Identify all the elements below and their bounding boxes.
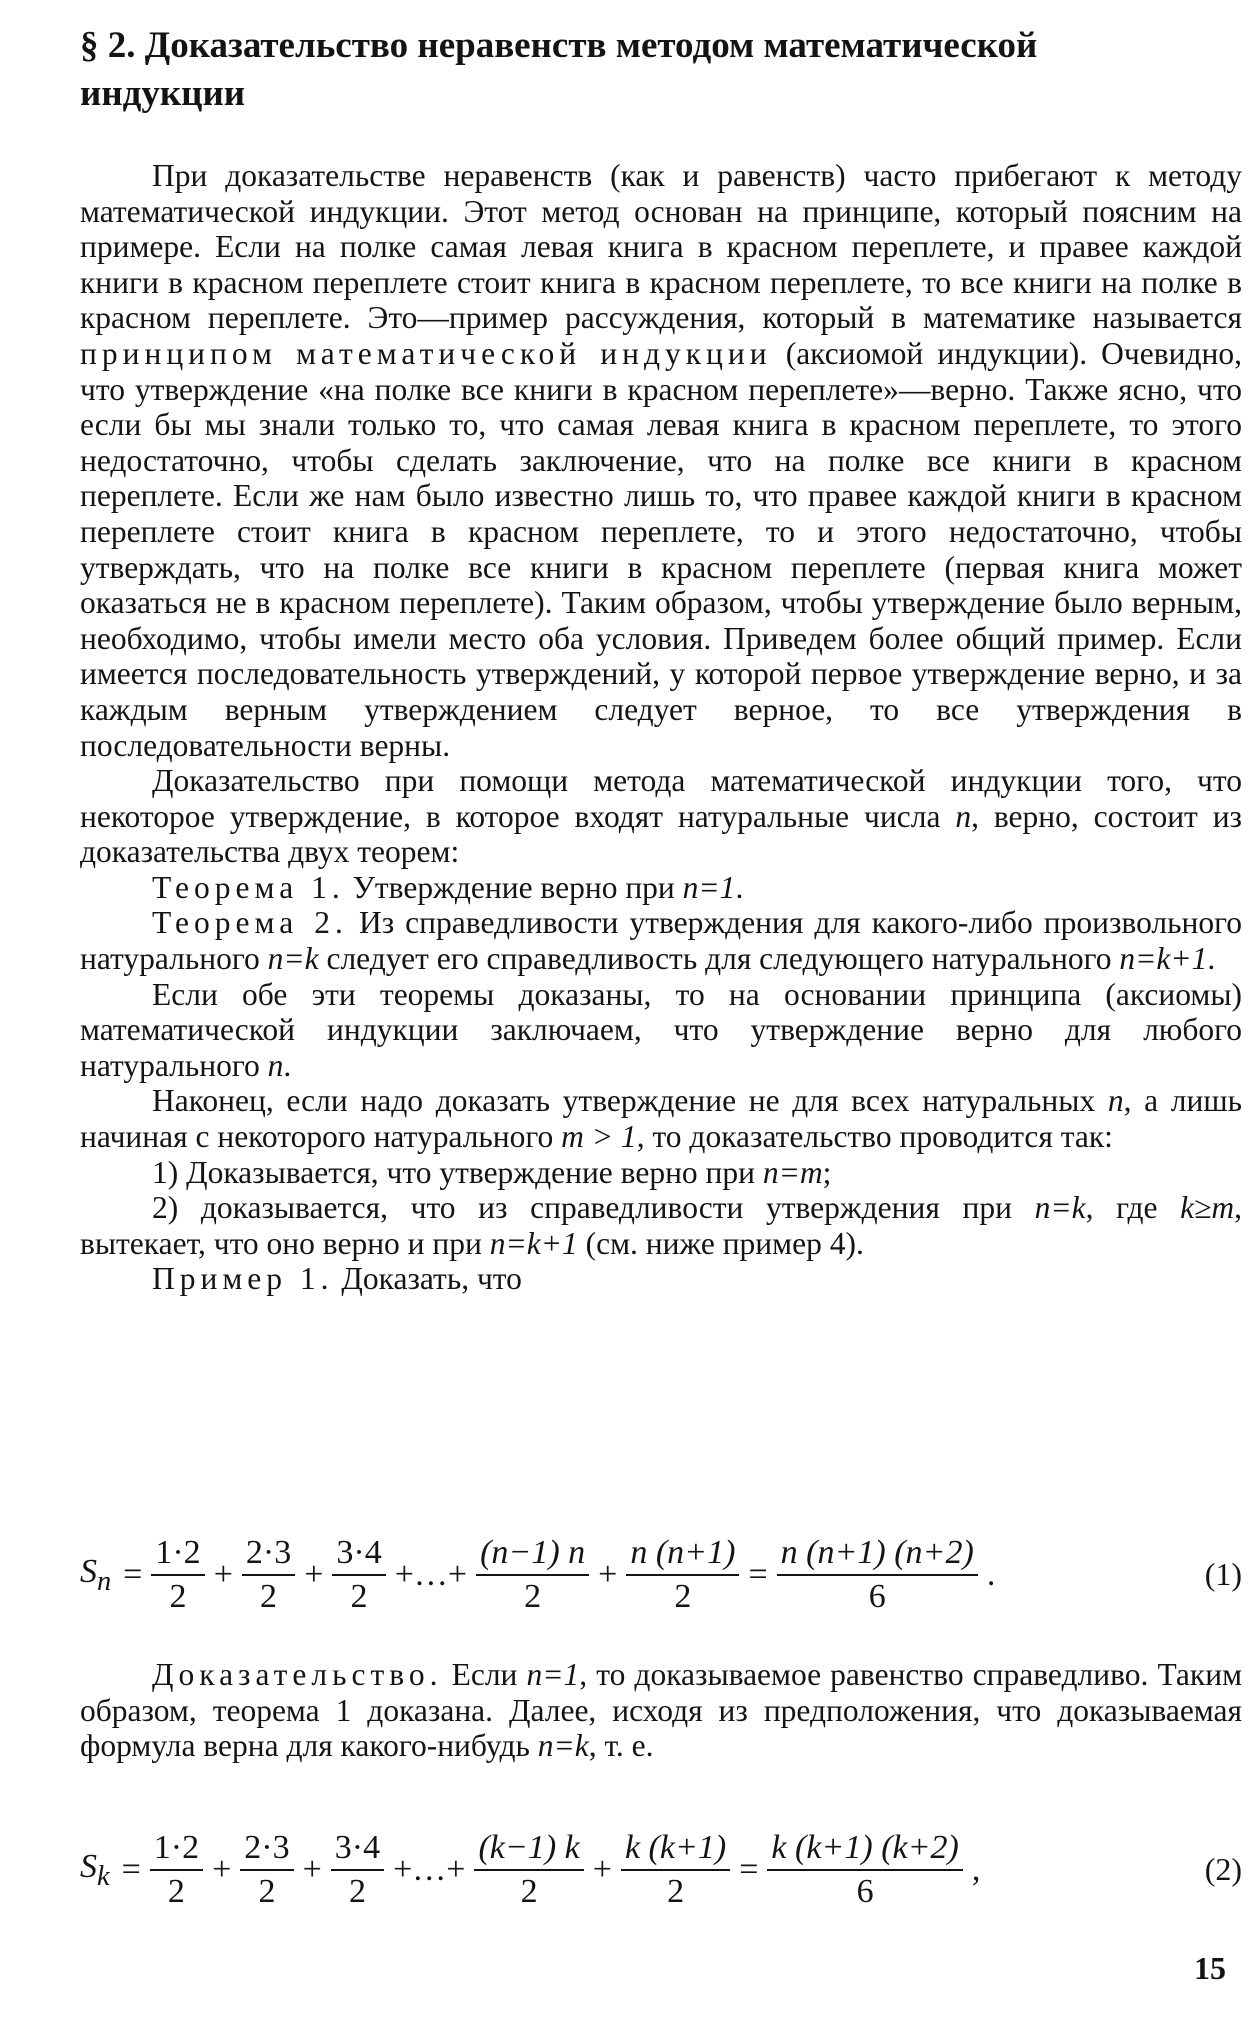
section-title: Доказательство неравенств методом математической индукции bbox=[80, 25, 1038, 114]
equation-number: (2) bbox=[1204, 1851, 1242, 1887]
formula-1: $S_n$ = $\frac{1\cdot 2}{2}$ + $\frac{2\cdot 3}{2}$ + $\frac{3\cdot 4}{2}$ +…+ $\frac{(n-1) n}{2}$ + $\frac{n (n+1)}{2}$ = $\frac{n (n+1) (n+2)}{6}$ . (1) bbox=[80, 1534, 1242, 1615]
proof-paragraph: Доказательство. Если n=1, то доказываемое равенство справедливо. Таким образом, теорема 1 доказана. Далее, исходя из предположения, что доказываемая формула верна для какого-нибудь n=k, т. е. bbox=[80, 1657, 1243, 1764]
step-2: 2) доказывается, что из справедливости утверждения при n=k, где k≥m, вытекает, что оно верно и при n=k+1 (см. ниже пример 4). bbox=[80, 1190, 1242, 1261]
section-heading bbox=[80, 22, 1140, 118]
body-text bbox=[80, 158, 1242, 1297]
proof-text bbox=[80, 1657, 1242, 1764]
paragraph-start-from-m: Наконец, если надо доказать утверждение не для всех натуральных n, а лишь начиная с некоторого натурального m > 1, то доказательство проводится так: bbox=[80, 1083, 1242, 1155]
paragraph-conclusion: Если обе эти теоремы доказаны, то на основании принципа (аксиомы) математической индукции заключаем, что утверждение верно для любого натурального n. bbox=[80, 976, 1242, 1083]
spaced-term: принципом математической индукции bbox=[80, 335, 772, 371]
example-1: Пример 1. Доказать, что bbox=[152, 1261, 522, 1297]
formula-2: $S_k$ = $\frac{1\cdot 2}{2}$ + $\frac{2\cdot 3}{2}$ + $\frac{3\cdot 4}{2}$ +…+ $\frac{(k-1) k}{2}$ + $\frac{k (k+1)}{2}$ = $\frac{k (k+1) (k+2)}{6}$ , (2) bbox=[80, 1829, 1242, 1910]
step-1: 1) Доказывается, что утверждение верно при n=m; bbox=[152, 1154, 832, 1190]
section-number: § 2. bbox=[80, 25, 136, 66]
theorem-1: Теорема 1. Утверждение верно при n=1. bbox=[152, 869, 744, 905]
page-number: 15 bbox=[1194, 1950, 1226, 1986]
theorem-2: Теорема 2. Из справедливости утверждения для какого-либо произвольного натурального n=k следует его справедливость для следующего натурального n=k+1. bbox=[80, 905, 1242, 977]
paragraph-induction-intro: При доказательстве неравенств (как и равенств) часто прибегают к методу математической индукции. Этот метод основан на принципе, который поясним на примере. Если на полке самая левая книга в красном переплете, и правее каждой книги в красном переплете стоит книга в красном переплете, то все книги на полке в красном переплете. Это—пример рассуждения, который в математике называется принципом математической индукции (аксиомой индукции). Очевидно, что утверждение «на полке все книги в красном переплете»—верно. Также ясно, что если бы мы знали только то, что самая левая книга в красном переплете, то этого недостаточно, чтобы сделать заключение, что на полке все книги в красном переплете. Если же нам было известно лишь то, что правее каждой книги в красном переплете стоит книга в красном переплете, то и этого недостаточно, чтобы утверждать, что на полке все книги в красном переплете (первая книга может оказаться не в красном переплете). Таким образом, чтобы утверждение было верным, необходимо, чтобы имели место оба условия. Приведем более общий пример. Если имеется последовательность утверждений, у которой первое утверждение верно, и за каждым верным утверждением следует верное, то все утверждения в последовательности верны. bbox=[80, 158, 1242, 763]
equation-number: (1) bbox=[1204, 1556, 1242, 1592]
paragraph-method: Доказательство при помощи метода математической индукции того, что некоторое утверждение, в которое входят натуральные числа n, верно, состоит из доказательства двух теорем: bbox=[80, 763, 1242, 870]
